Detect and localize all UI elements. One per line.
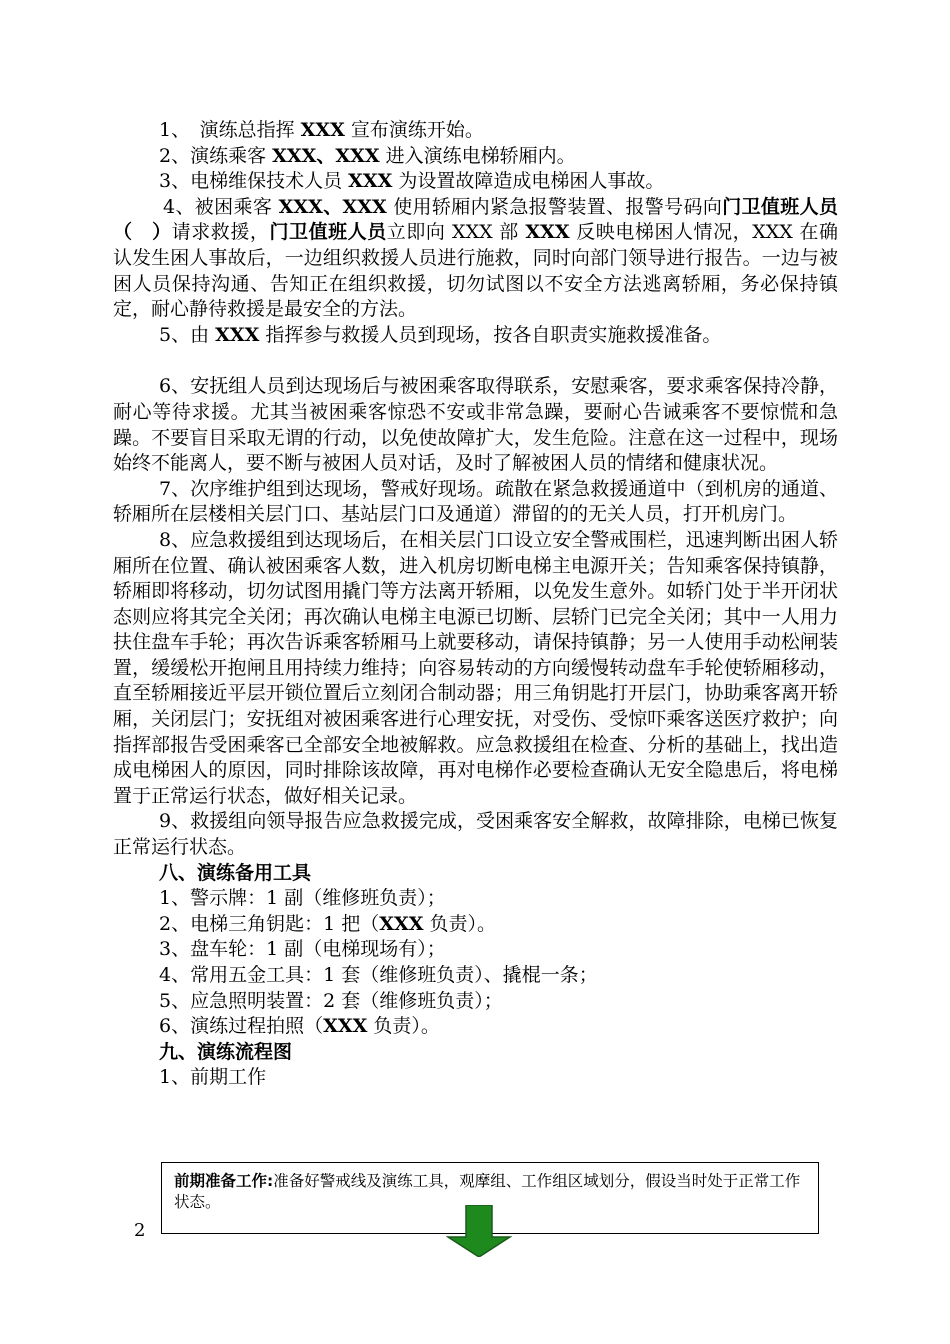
step-1-text-a: 演练总指挥	[180, 119, 301, 141]
tool-item: 3、盘车轮：1 副（电梯现场有）；	[159, 938, 446, 961]
step-3-text-b: 为设置故障造成电梯困人事故。	[392, 170, 665, 193]
step-5-text-a: 5、由	[159, 323, 216, 346]
step-2	[113, 144, 838, 170]
spacer	[113, 348, 838, 374]
flow-sublist	[113, 1065, 838, 1091]
step-5-text-b: 指挥参与救援人员到现场，按各自职责实施救援准备。	[259, 323, 722, 346]
step-3-text-a: 3、电梯维保技术人员	[159, 170, 349, 193]
flow-subtitle: 1、前期工作	[159, 1066, 267, 1089]
step-4-text-e: 反映电梯困人情况，XXX 在确认发生困人事故后，一边组织救援人员进行施救，同时向部门领导进行报告。一边与被困人员保持沟通、告知正在组织救援，切勿试图以不安全方法逃离轿厢，务必保持镇定，耐心静待救援是最安全的方法。	[113, 221, 838, 321]
step-4-text-a: 4、被困乘客	[163, 195, 279, 218]
tool-item	[159, 912, 838, 938]
step-1-number: 1、	[159, 119, 181, 141]
page-number: 2	[134, 1220, 146, 1241]
step-2-text-b: 进入演练电梯轿厢内。	[379, 144, 576, 167]
tool-item	[159, 1014, 838, 1040]
step-4-text-c: 请求救援，	[171, 221, 270, 244]
tool-item-text-b: 负责）。	[423, 912, 496, 935]
step-8: 8、应急救援组到达现场后，在相关层门口设立安全警戒围栏，迅速判断出困人轿厢所在位置、确认被困乘客人数，进入机房切断电梯主电源开关；告知乘客保持镇静，轿厢即将移动，切勿试图用撬门等方法离开轿厢，以免发生意外。如轿门处于半开闭状态则应将其完全关闭；再次确认电梯主电源已切断、层轿门已完全关闭；其中一人用力扶住盘车手轮；再次告诉乘客轿厢马上就要移动，请保持镇静；另一人使用手动松闸装置，缓缓松开抱闸且用持续力维持；向容易转动的方向缓慢转动盘车手轮使轿厢移动，直至轿厢接近平层开锁位置后立刻闭合制动器；用三角钥匙打开层门，协助乘客离开轿厢，关闭层门；安抚组对被困乘客进行心理安抚，对受伤、受惊吓乘客送医疗救护；向指挥部报告受困乘客已全部安全地被解救。应急救援组在检查、分析的基础上，找出造成电梯困人的原因，同时排除该故障，再对电梯作必要检查确认无安全隐患后，将电梯置于正常运行状态，做好相关记录。	[113, 528, 838, 807]
tool-item-bold: XXX	[379, 912, 424, 935]
step-3	[113, 169, 838, 195]
step-6: 6、安抚组人员到达现场后与被困乘客取得联系，安慰乘客，要求乘客保持冷静，耐心等待求援。尤其当被困乘客惊恐不安或非常急躁，要耐心告诫乘客不要惊慌和急躁。不要盲目采取无谓的行动，以免使故障扩大，发生危险。注意在这一过程中，现场始终不能离人，要不断与被困人员对话，及时了解被困人员的情绪和健康状况。	[113, 375, 838, 475]
tool-item-text-a: 6、演练过程拍照（	[159, 1015, 324, 1038]
step-4-bold-b: 门卫值班人员（ ）	[113, 195, 838, 244]
tool-item-text-a: 2、电梯三角钥匙：1 把（	[159, 912, 380, 935]
section-9-title: 九、演练流程图	[159, 1040, 293, 1063]
down-arrow-icon	[446, 1205, 512, 1257]
tool-item: 1、警示牌：1 副（维修班负责）；	[159, 887, 446, 910]
step-4-bold-a: XXX、XXX	[278, 195, 387, 218]
step-4-bold-c: 门卫值班人员	[269, 221, 387, 244]
document-body	[113, 118, 838, 1091]
step-2-bold: XXX、XXX	[272, 144, 380, 167]
tool-item: 5、应急照明装置：2 套（维修班负责）；	[159, 989, 503, 1012]
tool-item-text-b: 负责）。	[367, 1015, 440, 1038]
step-5-bold: XXX	[215, 323, 260, 346]
step-2-text-a: 2、演练乘客	[159, 144, 273, 167]
step-4	[113, 195, 838, 323]
flowchart-box-label: 前期准备工作:	[174, 1172, 274, 1190]
step-7: 7、次序维护组到达现场，警戒好现场。疏散在紧急救援通道中（到机房的通道、轿厢所在层楼相关层门口、基站层门口及通道）滞留的的无关人员，打开机房门。	[113, 477, 838, 526]
step-1-bold: XXX	[300, 119, 345, 141]
step-1	[113, 118, 838, 144]
step-5	[113, 323, 838, 349]
step-4-text-b: 使用轿厢内紧急报警装置、报警号码向	[386, 195, 723, 218]
step-4-text-d: 立即向 XXX 部	[386, 221, 526, 244]
step-3-bold: XXX	[348, 170, 393, 193]
step-4-bold-d: XXX	[525, 221, 570, 244]
tool-item: 4、常用五金工具：1 套（维修班负责）、撬棍一条；	[159, 964, 598, 986]
step-9: 9、救援组向领导报告应急救援完成，受困乘客安全解救，故障排除，电梯已恢复正常运行状态。	[113, 810, 838, 859]
flowchart-box-text: 准备好警戒线及演练工具，观摩组、工作组区域划分，假设当时处于正常工作状态。	[174, 1172, 801, 1211]
tool-list	[113, 886, 838, 1040]
section-8-title: 八、演练备用工具	[159, 861, 312, 884]
tool-item-bold: XXX	[323, 1015, 368, 1038]
step-1-text-b: 宣布演练开始。	[344, 119, 484, 141]
